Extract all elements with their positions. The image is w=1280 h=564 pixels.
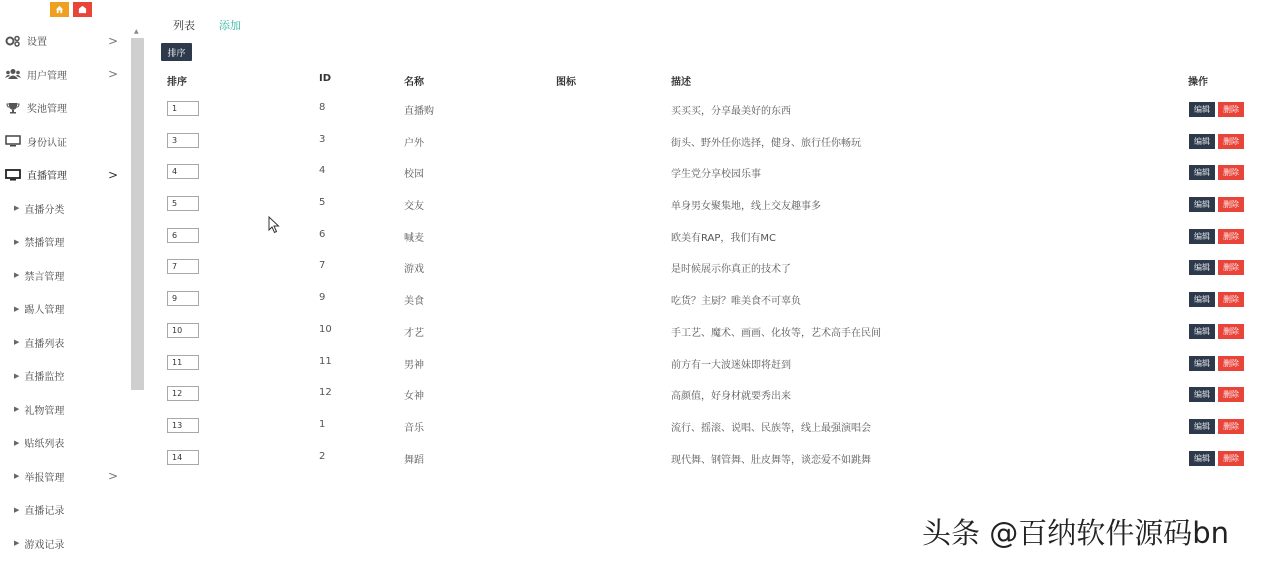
- sidebar-subitem-label: 礼物管理: [24, 405, 65, 417]
- cell-id: 11: [319, 355, 332, 367]
- caret-right-icon: ▶: [14, 204, 20, 213]
- header-sort: 排序: [167, 77, 187, 88]
- edit-button[interactable]: 编辑: [1189, 229, 1215, 244]
- cell-name: 喊麦: [404, 232, 424, 244]
- edit-button[interactable]: 编辑: [1189, 292, 1215, 307]
- cell-name: 游戏: [404, 264, 424, 276]
- cell-desc: 现代舞、钢管舞、肚皮舞等，谈恋爱不如跳舞: [671, 454, 871, 466]
- chevron-right-icon: >: [107, 167, 118, 182]
- cell-id: 8: [319, 102, 326, 113]
- table-row: [0, 283, 1280, 315]
- cell-name: 女神: [404, 391, 424, 403]
- tab-list[interactable]: 列表: [173, 19, 195, 32]
- caret-right-icon: ▶: [14, 304, 20, 313]
- edit-button[interactable]: 编辑: [1189, 134, 1215, 149]
- caret-right-icon: ▶: [14, 338, 20, 347]
- sort-button[interactable]: 排序: [161, 43, 192, 61]
- delete-button[interactable]: 删除: [1218, 165, 1244, 180]
- sidebar-subitem-label: 踢人管理: [24, 305, 65, 317]
- sidebar-subitem-label: 贴纸列表: [24, 439, 65, 451]
- table-row: [0, 156, 1280, 188]
- sidebar-subitem-label: 举报管理: [24, 472, 65, 484]
- table-row: [0, 125, 1280, 157]
- cell-desc: 手工艺、魔术、画画、化妆等，艺术高手在民间: [671, 327, 881, 339]
- sort-input[interactable]: 13: [167, 418, 199, 433]
- table-row: [0, 251, 1280, 283]
- cell-desc: 流行、摇滚、说唱、民族等，线上最强演唱会: [671, 422, 871, 434]
- cell-id: 1: [319, 418, 326, 430]
- delete-button[interactable]: 删除: [1218, 292, 1244, 307]
- header-icon: 图标: [556, 77, 576, 88]
- cell-desc: 欧美有RAP，我们有MC: [671, 232, 777, 244]
- cell-name: 校园: [404, 169, 424, 181]
- cell-desc: 街头、野外任你选择，健身、旅行任你畅玩: [671, 137, 861, 149]
- sidebar-item-label: 用户管理: [27, 70, 67, 82]
- delete-button[interactable]: 删除: [1218, 419, 1244, 434]
- sort-input[interactable]: 6: [167, 228, 199, 243]
- header-op: 操作: [1188, 77, 1208, 88]
- sidebar-item-label: 设置: [27, 37, 47, 49]
- sidebar-subitem-label: 直播列表: [24, 338, 65, 350]
- cell-desc: 吃货？主厨？唯美食不可辜负: [671, 296, 801, 308]
- sort-input[interactable]: 5: [167, 196, 199, 211]
- cell-id: 10: [319, 323, 332, 335]
- cell-id: 4: [319, 165, 326, 177]
- sidebar-subitem-label: 直播监控: [24, 372, 65, 384]
- cell-desc: 前方有一大波迷妹即将赶到: [671, 359, 791, 371]
- table-row: [0, 188, 1280, 220]
- sidebar-item-label: 身份认证: [27, 137, 67, 149]
- cell-id: 12: [319, 387, 332, 399]
- caret-right-icon: ▶: [14, 271, 20, 280]
- sidebar-subitem-game-records[interactable]: [0, 527, 130, 561]
- cell-name: 音乐: [404, 422, 424, 434]
- caret-right-icon: ▶: [14, 405, 20, 414]
- caret-right-icon: ▶: [14, 438, 20, 447]
- header-name: 名称: [404, 77, 424, 88]
- cell-desc: 单身男女聚集地，线上交友趣事多: [671, 201, 821, 213]
- caret-right-icon: ▶: [14, 472, 20, 481]
- cell-name: 交友: [404, 201, 424, 213]
- delete-button[interactable]: 删除: [1218, 197, 1244, 212]
- table-row: [0, 378, 1280, 410]
- cell-desc: 买买买，分享最美好的东西: [671, 106, 791, 117]
- edit-button[interactable]: 编辑: [1189, 419, 1215, 434]
- cell-desc: 高颜值，好身材就要秀出来: [671, 391, 791, 403]
- cell-id: 3: [319, 133, 326, 145]
- cell-desc: 学生党分享校园乐事: [671, 169, 761, 181]
- sort-input[interactable]: 14: [167, 450, 199, 465]
- cell-name: 舞蹈: [404, 454, 424, 466]
- edit-button[interactable]: 编辑: [1189, 451, 1215, 466]
- sidebar-subitem-live-records[interactable]: [0, 493, 130, 527]
- edit-button[interactable]: 编辑: [1189, 324, 1215, 339]
- delete-button[interactable]: 删除: [1218, 324, 1244, 339]
- cell-id: 6: [319, 228, 326, 240]
- cell-id: 9: [319, 292, 326, 304]
- sort-input[interactable]: 9: [167, 291, 199, 306]
- edit-button[interactable]: 编辑: [1189, 387, 1215, 402]
- sort-input[interactable]: 7: [167, 259, 199, 274]
- table-row: [0, 93, 1280, 125]
- cell-id: 7: [319, 260, 326, 272]
- sidebar-item-label: 奖池管理: [27, 104, 67, 116]
- delete-button[interactable]: 删除: [1218, 356, 1244, 371]
- chevron-right-icon: >: [107, 469, 118, 484]
- sort-input[interactable]: 4: [167, 164, 199, 179]
- header-id: ID: [319, 73, 332, 84]
- caret-right-icon: ▶: [14, 371, 20, 380]
- watermark: 头条 @百纳软件源码bn: [922, 516, 1230, 550]
- sidebar-subitem-label: 禁言管理: [24, 271, 65, 283]
- cell-name: 户外: [404, 137, 424, 149]
- delete-button[interactable]: 删除: [1218, 260, 1244, 275]
- scroll-up-arrow-icon[interactable]: ▲: [134, 28, 139, 35]
- delete-button[interactable]: 删除: [1218, 387, 1244, 402]
- tab-add[interactable]: 添加: [219, 19, 241, 32]
- sidebar-subitem-label: 直播分类: [24, 204, 65, 216]
- delete-button[interactable]: 删除: [1218, 134, 1244, 149]
- sidebar-subitem-label: 禁播管理: [24, 238, 65, 250]
- edit-button[interactable]: 编辑: [1189, 356, 1215, 371]
- sidebar-subitem-label: 直播记录: [24, 506, 65, 518]
- cell-name: 美食: [404, 296, 424, 308]
- cell-id: 2: [319, 450, 326, 462]
- table-row: [0, 347, 1280, 379]
- cell-name: 才艺: [404, 327, 424, 339]
- table-row: [0, 442, 1280, 474]
- home-icon[interactable]: [50, 2, 69, 17]
- table-header: [0, 73, 1280, 87]
- caret-right-icon: ▶: [14, 237, 20, 246]
- cell-name: 男神: [404, 359, 424, 371]
- edit-button[interactable]: 编辑: [1189, 260, 1215, 275]
- sort-input[interactable]: 10: [167, 323, 199, 338]
- cell-name: 直播购: [404, 106, 434, 117]
- sort-input[interactable]: 3: [167, 133, 199, 148]
- delete-button[interactable]: 删除: [1218, 451, 1244, 466]
- home-alt-icon[interactable]: [73, 2, 92, 17]
- tab-bar: [173, 17, 241, 33]
- edit-button[interactable]: 编辑: [1189, 102, 1215, 117]
- chevron-right-icon: >: [107, 67, 118, 82]
- cell-id: 5: [319, 197, 326, 209]
- delete-button[interactable]: 删除: [1218, 102, 1244, 117]
- top-icons: [50, 2, 92, 17]
- edit-button[interactable]: 编辑: [1189, 197, 1215, 212]
- table-row: [0, 220, 1280, 252]
- table-row: [0, 315, 1280, 347]
- caret-right-icon: ▶: [14, 539, 20, 548]
- chevron-right-icon: >: [107, 33, 118, 48]
- header-desc: 描述: [671, 77, 691, 88]
- delete-button[interactable]: 删除: [1218, 229, 1244, 244]
- mouse-cursor-icon: [268, 216, 280, 234]
- sort-input[interactable]: 1: [167, 101, 199, 116]
- sort-input[interactable]: 12: [167, 386, 199, 401]
- caret-right-icon: ▶: [14, 505, 20, 514]
- sidebar-subitem-label: 游戏记录: [24, 539, 65, 551]
- table-body: [0, 93, 1280, 473]
- sort-input[interactable]: 11: [167, 355, 199, 370]
- gears-icon: [5, 35, 21, 47]
- table-row: [0, 410, 1280, 442]
- sidebar-item-settings[interactable]: [0, 24, 130, 58]
- edit-button[interactable]: 编辑: [1189, 165, 1215, 180]
- cell-desc: 是时候展示你真正的技术了: [671, 264, 791, 276]
- sidebar-item-label: 直播管理: [27, 171, 67, 183]
